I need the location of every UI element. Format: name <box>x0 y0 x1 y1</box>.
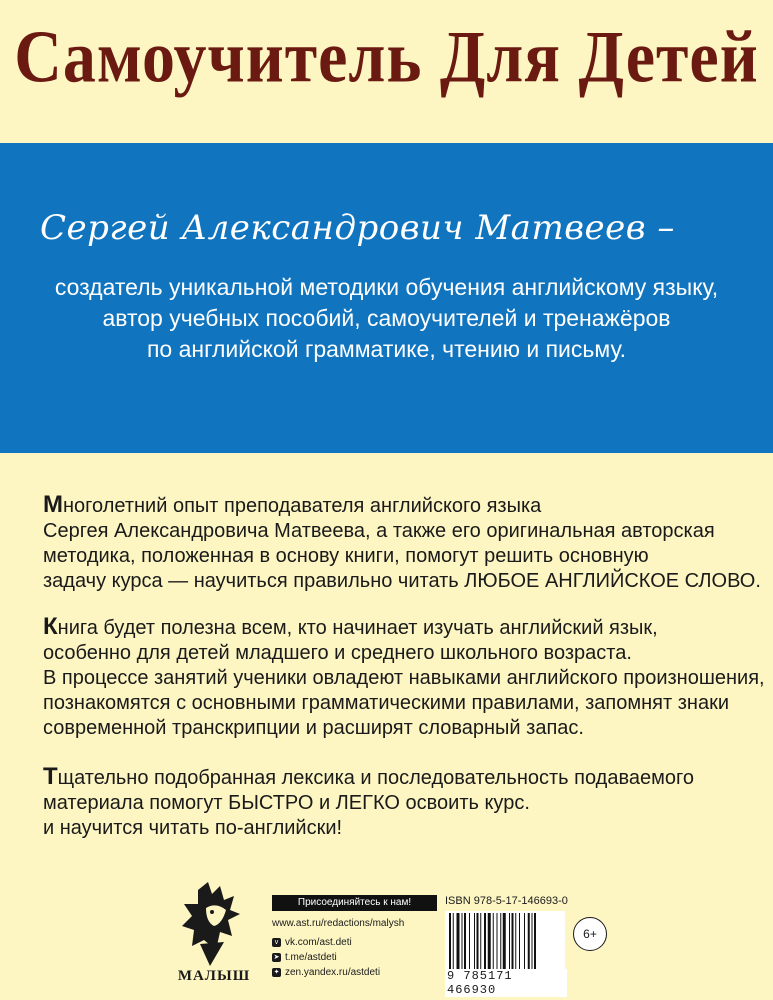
social-link-telegram[interactable] <box>272 950 437 965</box>
author-name: Сергей Александрович Матвеев – <box>40 208 675 248</box>
publisher-logo <box>170 880 258 990</box>
paragraph-line: и научится читать по-английски! <box>43 817 343 839</box>
website-link[interactable]: www.ast.ru/redactions/malysh <box>272 918 405 929</box>
paragraph-line: современной транскрипции и расширят словарный запас. <box>43 717 584 739</box>
description-paragraph-3 <box>43 764 763 841</box>
barcode <box>445 911 565 971</box>
paragraph-line: материала помогут БЫСТРО и ЛЕГКО освоить курс. <box>43 792 530 814</box>
barcode-digits: 9 785171 466930 <box>445 969 567 997</box>
dropcap: Т <box>43 763 58 790</box>
social-link-text: zen.yandex.ru/astdeti <box>285 967 381 978</box>
paragraph-line: нига будет полезна всем, кто начинает изучать английский язык, <box>57 617 658 639</box>
social-link-text: vk.com/ast.deti <box>285 937 352 948</box>
join-banner: Присоединяйтесь к нам! <box>272 895 437 911</box>
social-link-text: t.me/astdeti <box>285 952 337 963</box>
description-paragraph-1 <box>43 492 763 594</box>
paragraph-line: познакомятся с основными грамматическими правилами, запомнят знаки <box>43 692 729 714</box>
social-link-vk[interactable] <box>272 935 437 950</box>
isbn-number: ISBN 978-5-17-146693-0 <box>445 895 568 907</box>
author-bio-line: по английской грамматике, чтению и письму. <box>146 336 627 362</box>
telegram-icon: ➤ <box>273 954 280 961</box>
social-link-zen[interactable] <box>272 965 437 980</box>
vk-icon: v <box>272 938 281 947</box>
series-title: Самоучитель Для Детей <box>14 16 759 99</box>
author-bio-line: создатель уникальной методики обучения английскому языку, <box>54 274 719 300</box>
contacts-block <box>272 895 437 980</box>
paragraph-line: щательно подобранная лексика и последовательность подаваемого <box>57 767 694 789</box>
age-rating-badge: 6+ <box>573 917 607 951</box>
dropcap: К <box>43 613 58 640</box>
paragraph-line: В процессе занятий ученики овладеют навыками английского произношения, <box>43 667 765 689</box>
publisher-logo-text: МАЛЫШ <box>177 968 251 984</box>
dropcap: М <box>43 491 63 518</box>
author-bio-line: автор учебных пособий, самоучителей и тренажёров <box>102 305 671 331</box>
publisher-mascot-icon <box>170 880 258 968</box>
paragraph-line: Сергея Александровича Матвеева, а также его оригинальная авторская <box>43 520 715 542</box>
paragraph-line: ноголетний опыт преподавателя английского языка <box>63 495 542 517</box>
description-paragraph-2 <box>43 614 763 741</box>
social-links <box>272 935 437 980</box>
paragraph-line: методика, положенная в основу книги, помогут решить основную <box>43 545 649 567</box>
author-bio <box>0 272 773 365</box>
zen-icon: ✦ <box>273 969 280 976</box>
paragraph-line: особенно для детей младшего и среднего школьного возраста. <box>43 642 632 664</box>
paragraph-line: задачу курса — научиться правильно читать ЛЮБОЕ АНГЛИЙСКОЕ СЛОВО. <box>43 570 761 592</box>
